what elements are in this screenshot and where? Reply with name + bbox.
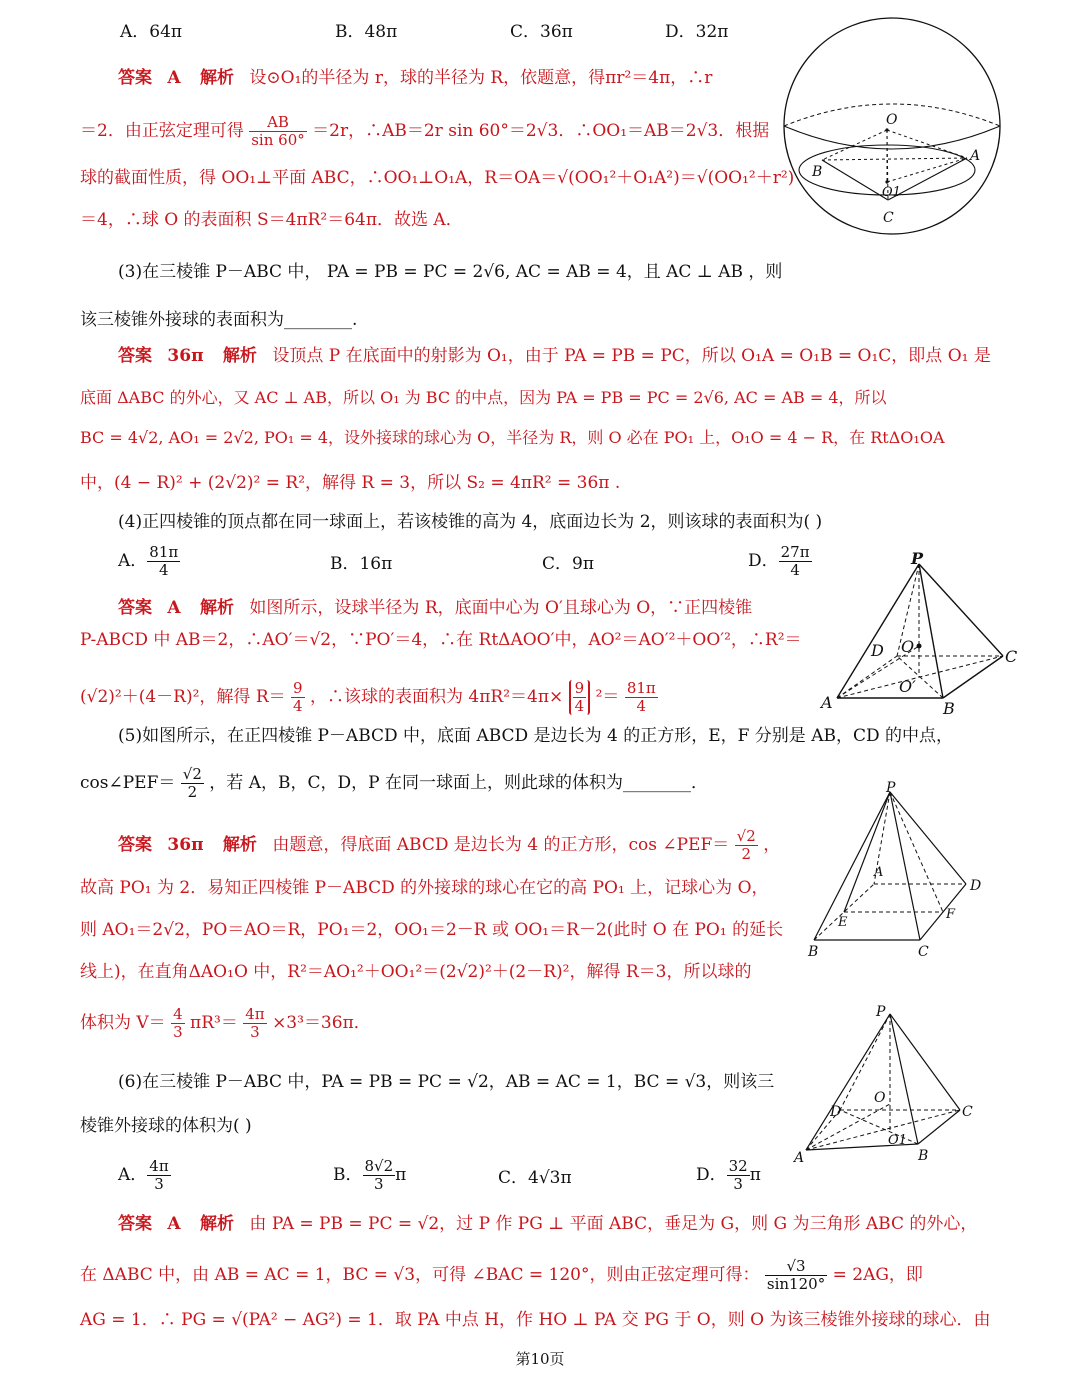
analysis-text: ，∴该球的表面积为 4πR²＝4π× — [310, 687, 564, 707]
fraction — [249, 114, 307, 149]
pyramid-figure-q4 — [815, 552, 1030, 722]
point-label: B — [812, 164, 823, 180]
fraction-numerator: 4π — [245, 1005, 265, 1023]
fraction-denominator: 4 — [574, 697, 585, 715]
point-label: O — [874, 1090, 886, 1106]
fraction — [291, 680, 305, 715]
analysis-label: 解析 — [222, 346, 257, 366]
point-label: B — [918, 1148, 929, 1164]
fraction — [243, 1006, 266, 1041]
option-letter: D． — [696, 1165, 727, 1185]
point-label: O1 — [888, 1133, 907, 1148]
point-label: O′ — [899, 677, 916, 696]
fraction — [625, 680, 658, 715]
answer-value: A — [167, 68, 181, 88]
fraction-denominator: 2 — [741, 845, 751, 863]
fraction-denominator: 2 — [187, 783, 198, 801]
question-text: cos∠PEF＝ — [80, 773, 176, 793]
fraction-numerator: 9 — [293, 679, 303, 697]
fraction-denominator: 3 — [154, 1175, 164, 1193]
q5-analysis-line-5 — [80, 1006, 371, 1041]
q4-analysis-line-2: P-ABCD 中 AB＝2，∴AO′＝√2，∵PO′＝4，∴在 RtΔAOO′中，AO²＝AO′²＋OO′²，∴R²＝ — [80, 630, 802, 650]
answer-label: 答案 — [118, 346, 152, 366]
sphere-figure — [782, 10, 1002, 240]
q3-analysis-line-2: 底面 ΔABC 的外心，又 AC ⊥ AB，所以 O₁ 为 BC 的中点，因为 PA = PB = PC = 2√6, AC = AB = 4，所以 — [80, 388, 887, 407]
q6-option-a — [118, 1158, 171, 1193]
fraction-denominator: 4 — [158, 561, 169, 579]
fraction — [147, 1158, 170, 1193]
fraction-denominator: 4 — [293, 697, 303, 715]
analysis-label: 解析 — [200, 68, 235, 88]
q4-question: (4)正四棱锥的顶点都在同一球面上，若该棱锥的高为 4，底面边长为 2，则该球的表面积为( ) — [118, 512, 823, 532]
answer-value: A — [167, 598, 181, 618]
analysis-text: 由 PA = PB = PC = √2，过 P 作 PG ⊥ 平面 ABC，垂足为 G，则 G 为三角形 ABC 的外心， — [249, 1214, 978, 1234]
option-suffix: π — [395, 1165, 407, 1185]
answer-value: 36π — [167, 835, 204, 855]
q2-analysis-line-3: 球的截面性质，得 OO₁⊥平面 ABC，∴OO₁⊥O₁A，R＝OA＝√(OO₁²＋O₁A²)＝√(OO₁²＋r²) — [80, 168, 795, 188]
fraction-denominator: sin 60° — [251, 131, 305, 149]
point-label: D — [830, 1104, 842, 1120]
point-label: A — [821, 693, 833, 712]
analysis-label: 解析 — [200, 1214, 235, 1234]
pyramid-figure-q6 — [790, 1000, 990, 1170]
point-label: C — [1005, 647, 1018, 666]
analysis-text: ＝2．由正弦定理可得 — [80, 121, 244, 141]
analysis-text: 设⊙O₁的半径为 r，球的半径为 R，依题意，得πr²＝4π，∴r — [249, 68, 713, 88]
q5-analysis-line-2: 故高 PO₁ 为 2．易知正四棱锥 P－ABCD 的外接球的球心在它的高 PO₁ 上，记球心为 O， — [80, 878, 769, 898]
analysis-text: (√2)²＋(4－R)²，解得 R＝ — [80, 687, 286, 707]
q6-question-line-1: (6)在三棱锥 P－ABC 中，PA = PB = PC = √2，AB = AC = 1，BC = √3，则该三 — [118, 1072, 775, 1092]
point-label: P — [886, 780, 896, 796]
q5-analysis-line-3: 则 AO₁＝2√2，PO＝AO＝R，PO₁＝2，OO₁＝2－R 或 OO₁＝R－2(此时 O 在 PO₁ 的延长 — [80, 920, 784, 940]
q4-analysis-line-1 — [118, 598, 752, 618]
fraction-numerator: AB — [249, 114, 307, 132]
fraction — [765, 1258, 827, 1293]
fraction-denominator: sin120° — [766, 1275, 826, 1293]
fraction — [779, 544, 812, 579]
analysis-text: 在 ΔABC 中，由 AB = AC = 1，BC = √3，可得 ∠BAC = 120°，则由正弦定理可得： — [80, 1265, 760, 1285]
fraction-denominator: 3 — [173, 1023, 183, 1041]
question-text: ，若 A，B，C，D，P 在同一球面上，则此球的体积为________． — [209, 773, 708, 793]
answer-label: 答案 — [118, 1214, 152, 1234]
q5-question-line-2 — [80, 766, 708, 801]
answer-label: 答案 — [118, 598, 152, 618]
point-label: C — [918, 944, 929, 960]
point-label: P — [911, 552, 924, 568]
fraction-numerator: √2 — [736, 827, 756, 845]
q2-option-d: D．32π — [665, 22, 729, 42]
analysis-text: = 2AG，即 — [832, 1265, 923, 1285]
analysis-text: 如图所示，设球半径为 R，底面中心为 O′且球心为 O，∵正四棱锥 — [249, 598, 753, 618]
pyramid-figure-q5 — [800, 780, 1000, 960]
option-suffix: π — [749, 1165, 761, 1185]
fraction-denominator: 3 — [374, 1175, 384, 1193]
point-label: A — [970, 148, 981, 164]
fraction — [147, 544, 180, 579]
point-label: O — [901, 637, 915, 656]
page-number: 第10页 — [515, 1350, 565, 1368]
point-label: A — [874, 865, 884, 880]
fraction-denominator: 3 — [733, 1175, 743, 1193]
q4-option-d — [748, 544, 812, 579]
q6-analysis-line-2 — [80, 1258, 923, 1293]
option-letter: A． — [118, 1165, 148, 1185]
analysis-label: 解析 — [200, 598, 235, 618]
point-label: C — [962, 1104, 973, 1120]
point-label: E — [838, 915, 848, 930]
q2-analysis-line-1 — [118, 68, 712, 88]
q6-analysis-line-1 — [118, 1214, 977, 1234]
fraction-numerator: 32 — [728, 1157, 748, 1175]
point-label: B — [943, 699, 955, 718]
q2-option-b: B．48π — [335, 22, 398, 42]
q3-analysis-line-3: BC = 4√2, AO₁ = 2√2, PO₁ = 4，设外接球的球心为 O，半径为 R，则 O 必在 PO₁ 上，O₁O = 4 − R，在 RtΔO₁OA — [80, 428, 945, 447]
fraction-numerator: 81π — [149, 543, 179, 561]
fraction — [735, 828, 758, 863]
analysis-text: ²＝ — [595, 687, 620, 707]
option-letter: D． — [748, 551, 779, 571]
fraction-numerator: 27π — [780, 543, 810, 561]
fraction-numerator: 9 — [574, 679, 585, 697]
point-label: C — [883, 210, 894, 226]
q6-option-d — [696, 1158, 761, 1193]
fraction — [171, 1006, 185, 1041]
q6-question-line-2: 棱锥外接球的体积为( ) — [80, 1116, 252, 1136]
q4-option-c: C．9π — [542, 554, 594, 574]
point-label: O1 — [882, 185, 901, 200]
q2-option-a: A．64π — [120, 22, 183, 42]
fraction-denominator: 4 — [790, 561, 800, 579]
q2-analysis-line-4: ＝4，∴球 O 的表面积 S＝4πR²＝64π．故选 A． — [80, 210, 463, 230]
q6-analysis-line-3: AG = 1．∴ PG = √(PA² − AG²) = 1．取 PA 中点 H，作 HO ⊥ PA 交 PG 于 O，则 O 为该三棱锥外接球的球心．由 — [80, 1310, 991, 1330]
q3-question-line-1: (3)在三棱锥 P－ABC 中， PA = PB = PC = 2√6, AC = AB = 4，且 AC ⊥ AB ，则 — [118, 262, 783, 282]
analysis-text: 由题意，得底面 ABCD 是边长为 4 的正方形，cos ∠PEF＝ — [272, 835, 730, 855]
fraction-denominator: 3 — [250, 1023, 260, 1041]
fraction — [363, 1158, 396, 1193]
fraction-numerator: 8√2 — [364, 1157, 394, 1175]
fraction — [181, 766, 204, 801]
q6-option-c: C．4√3π — [498, 1168, 572, 1188]
answer-label: 答案 — [118, 835, 152, 855]
q2-analysis-line-2 — [80, 114, 769, 149]
fraction-numerator: √2 — [182, 765, 202, 783]
analysis-text: 设顶点 P 在底面中的射影为 O₁，由于 PA = PB = PC，所以 O₁A = O₁B = O₁C，即点 O₁ 是 — [272, 346, 991, 366]
point-label: O — [886, 112, 898, 128]
q3-question-line-2: 该三棱锥外接球的表面积为________. — [80, 310, 358, 330]
analysis-text: 体积为 V＝ — [80, 1013, 166, 1033]
fraction-numerator: 81π — [626, 679, 656, 697]
point-label: D — [871, 641, 884, 660]
bracketed-fraction — [569, 680, 591, 715]
answer-value: 36π — [167, 346, 204, 366]
q3-analysis-line-1 — [118, 346, 991, 366]
point-label: P — [876, 1004, 886, 1020]
analysis-text: ＝2r，∴AB＝2r sin 60°＝2√3．∴OO₁＝AB＝2√3．根据 — [312, 121, 770, 141]
option-letter: B． — [333, 1165, 363, 1185]
q4-option-a — [118, 544, 180, 579]
analysis-text: πR³＝ — [190, 1013, 238, 1033]
fraction-denominator: 4 — [636, 697, 647, 715]
q5-question-line-1: (5)如图所示，在正四棱锥 P－ABCD 中，底面 ABCD 是边长为 4 的正方形，E，F 分别是 AB，CD 的中点， — [118, 726, 954, 746]
q3-analysis-line-4: 中，(4 − R)² + (2√2)² = R²，解得 R = 3，所以 S₂ = 4πR² = 36π . — [80, 473, 621, 493]
option-letter: A． — [118, 551, 148, 571]
q2-option-c: C．36π — [510, 22, 573, 42]
analysis-label: 解析 — [222, 835, 257, 855]
fraction-numerator: 4 — [173, 1005, 183, 1023]
answer-value: A — [167, 1214, 181, 1234]
fraction — [727, 1158, 750, 1193]
q4-analysis-line-3 — [80, 680, 658, 715]
fraction — [573, 680, 587, 715]
q5-analysis-line-1 — [118, 828, 780, 863]
point-label: B — [808, 944, 819, 960]
point-label: D — [970, 878, 982, 894]
analysis-text: ×3³＝36π． — [272, 1013, 371, 1033]
q5-analysis-line-4: 线上)，在直角ΔAO₁O 中，R²＝AO₁²＋OO₁²＝(2√2)²＋(2－R)²，解得 R＝3，所以球的 — [80, 962, 752, 982]
point-label: A — [794, 1150, 805, 1166]
analysis-text: ， — [763, 835, 781, 855]
answer-label: 答案 — [118, 68, 152, 88]
point-label: F — [946, 907, 956, 922]
q6-option-b — [333, 1158, 406, 1193]
fraction-numerator: 4π — [149, 1157, 169, 1175]
q4-option-b: B．16π — [330, 554, 393, 574]
fraction-numerator: √3 — [765, 1258, 827, 1276]
